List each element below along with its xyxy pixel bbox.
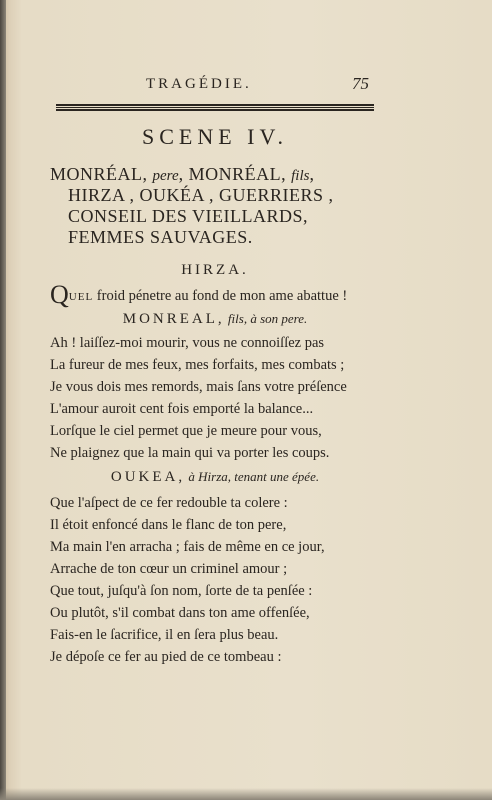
speaker-heading <box>0 469 430 486</box>
verse-line <box>50 280 348 309</box>
cast-role: fils <box>291 168 310 184</box>
drop-cap: Q <box>50 280 69 309</box>
verse-line: La fureur de mes feux, mes forfaits, mes combats ; <box>50 357 345 373</box>
cast-list <box>50 164 334 248</box>
cast-name: MONRÉAL <box>188 164 282 184</box>
page-number: 75 <box>352 74 369 93</box>
speaker-heading <box>0 311 430 328</box>
cast-line: MONRÉAL, pere, MONRÉAL, fils, <box>50 164 315 184</box>
verse-line: Ne plaignez que la main qui va porter les coups. <box>50 445 330 461</box>
cast-role: pere <box>152 168 179 184</box>
verse-line: Il étoit enfoncé dans le flanc de ton pere, <box>50 517 287 533</box>
verse-line: Fais-en le ſacrifice, il en ſera plus beau. <box>50 627 279 643</box>
speaker-name: OUKEA, <box>110 469 186 485</box>
verse-line: L'amour auroit cent fois emporté la balance... <box>50 401 314 417</box>
cast-line: CONSEIL DES VIEILLARDS, <box>68 206 308 226</box>
speaker-heading: HIRZA. <box>181 262 249 278</box>
verse-line: Lorſque le ciel permet que je meure pour vous, <box>50 423 322 439</box>
header-rule <box>56 104 374 111</box>
stage-direction: fils, à son pere. <box>224 311 308 326</box>
verse-line: Arrache de ton cœur un criminel amour ; <box>50 561 288 577</box>
cast-line: HIRZA , OUKÉA , GUERRIERS , <box>68 185 334 205</box>
verse-line: Ou plutôt, s'il combat dans ton ame offenſée, <box>50 605 310 621</box>
verse-line: Je dépoſe ce fer au pied de ce tombeau : <box>50 649 282 665</box>
page-bottom-edge <box>0 788 492 800</box>
stage-direction: à Hirza, tenant une épée. <box>185 469 320 484</box>
verse-text: froid pénetre au fond de mon ame abattue ! <box>93 288 348 304</box>
verse-line: Que tout, juſqu'à ſon nom, ſorte de ta penſée : <box>50 583 313 599</box>
small-caps-text: UEL <box>68 291 94 303</box>
running-head: TRAGÉDIE. <box>146 76 252 92</box>
verse-line: Ah ! laiſſez-moi mourir, vous ne connoiſſez pas <box>50 335 325 351</box>
speaker-name: MONREAL, <box>122 311 225 327</box>
book-spine <box>0 0 6 800</box>
verse-line: Je vous dois mes remords, mais ſans votre préſence <box>50 379 347 395</box>
verse-line: Ma main l'en arracha ; fais de même en ce jour, <box>50 539 325 555</box>
cast-line: FEMMES SAUVAGES. <box>68 227 253 247</box>
verse-line: Que l'aſpect de ce fer redouble ta colere : <box>50 495 288 511</box>
scene-title: SCENE IV. <box>141 124 289 149</box>
cast-name: MONRÉAL <box>50 164 143 184</box>
